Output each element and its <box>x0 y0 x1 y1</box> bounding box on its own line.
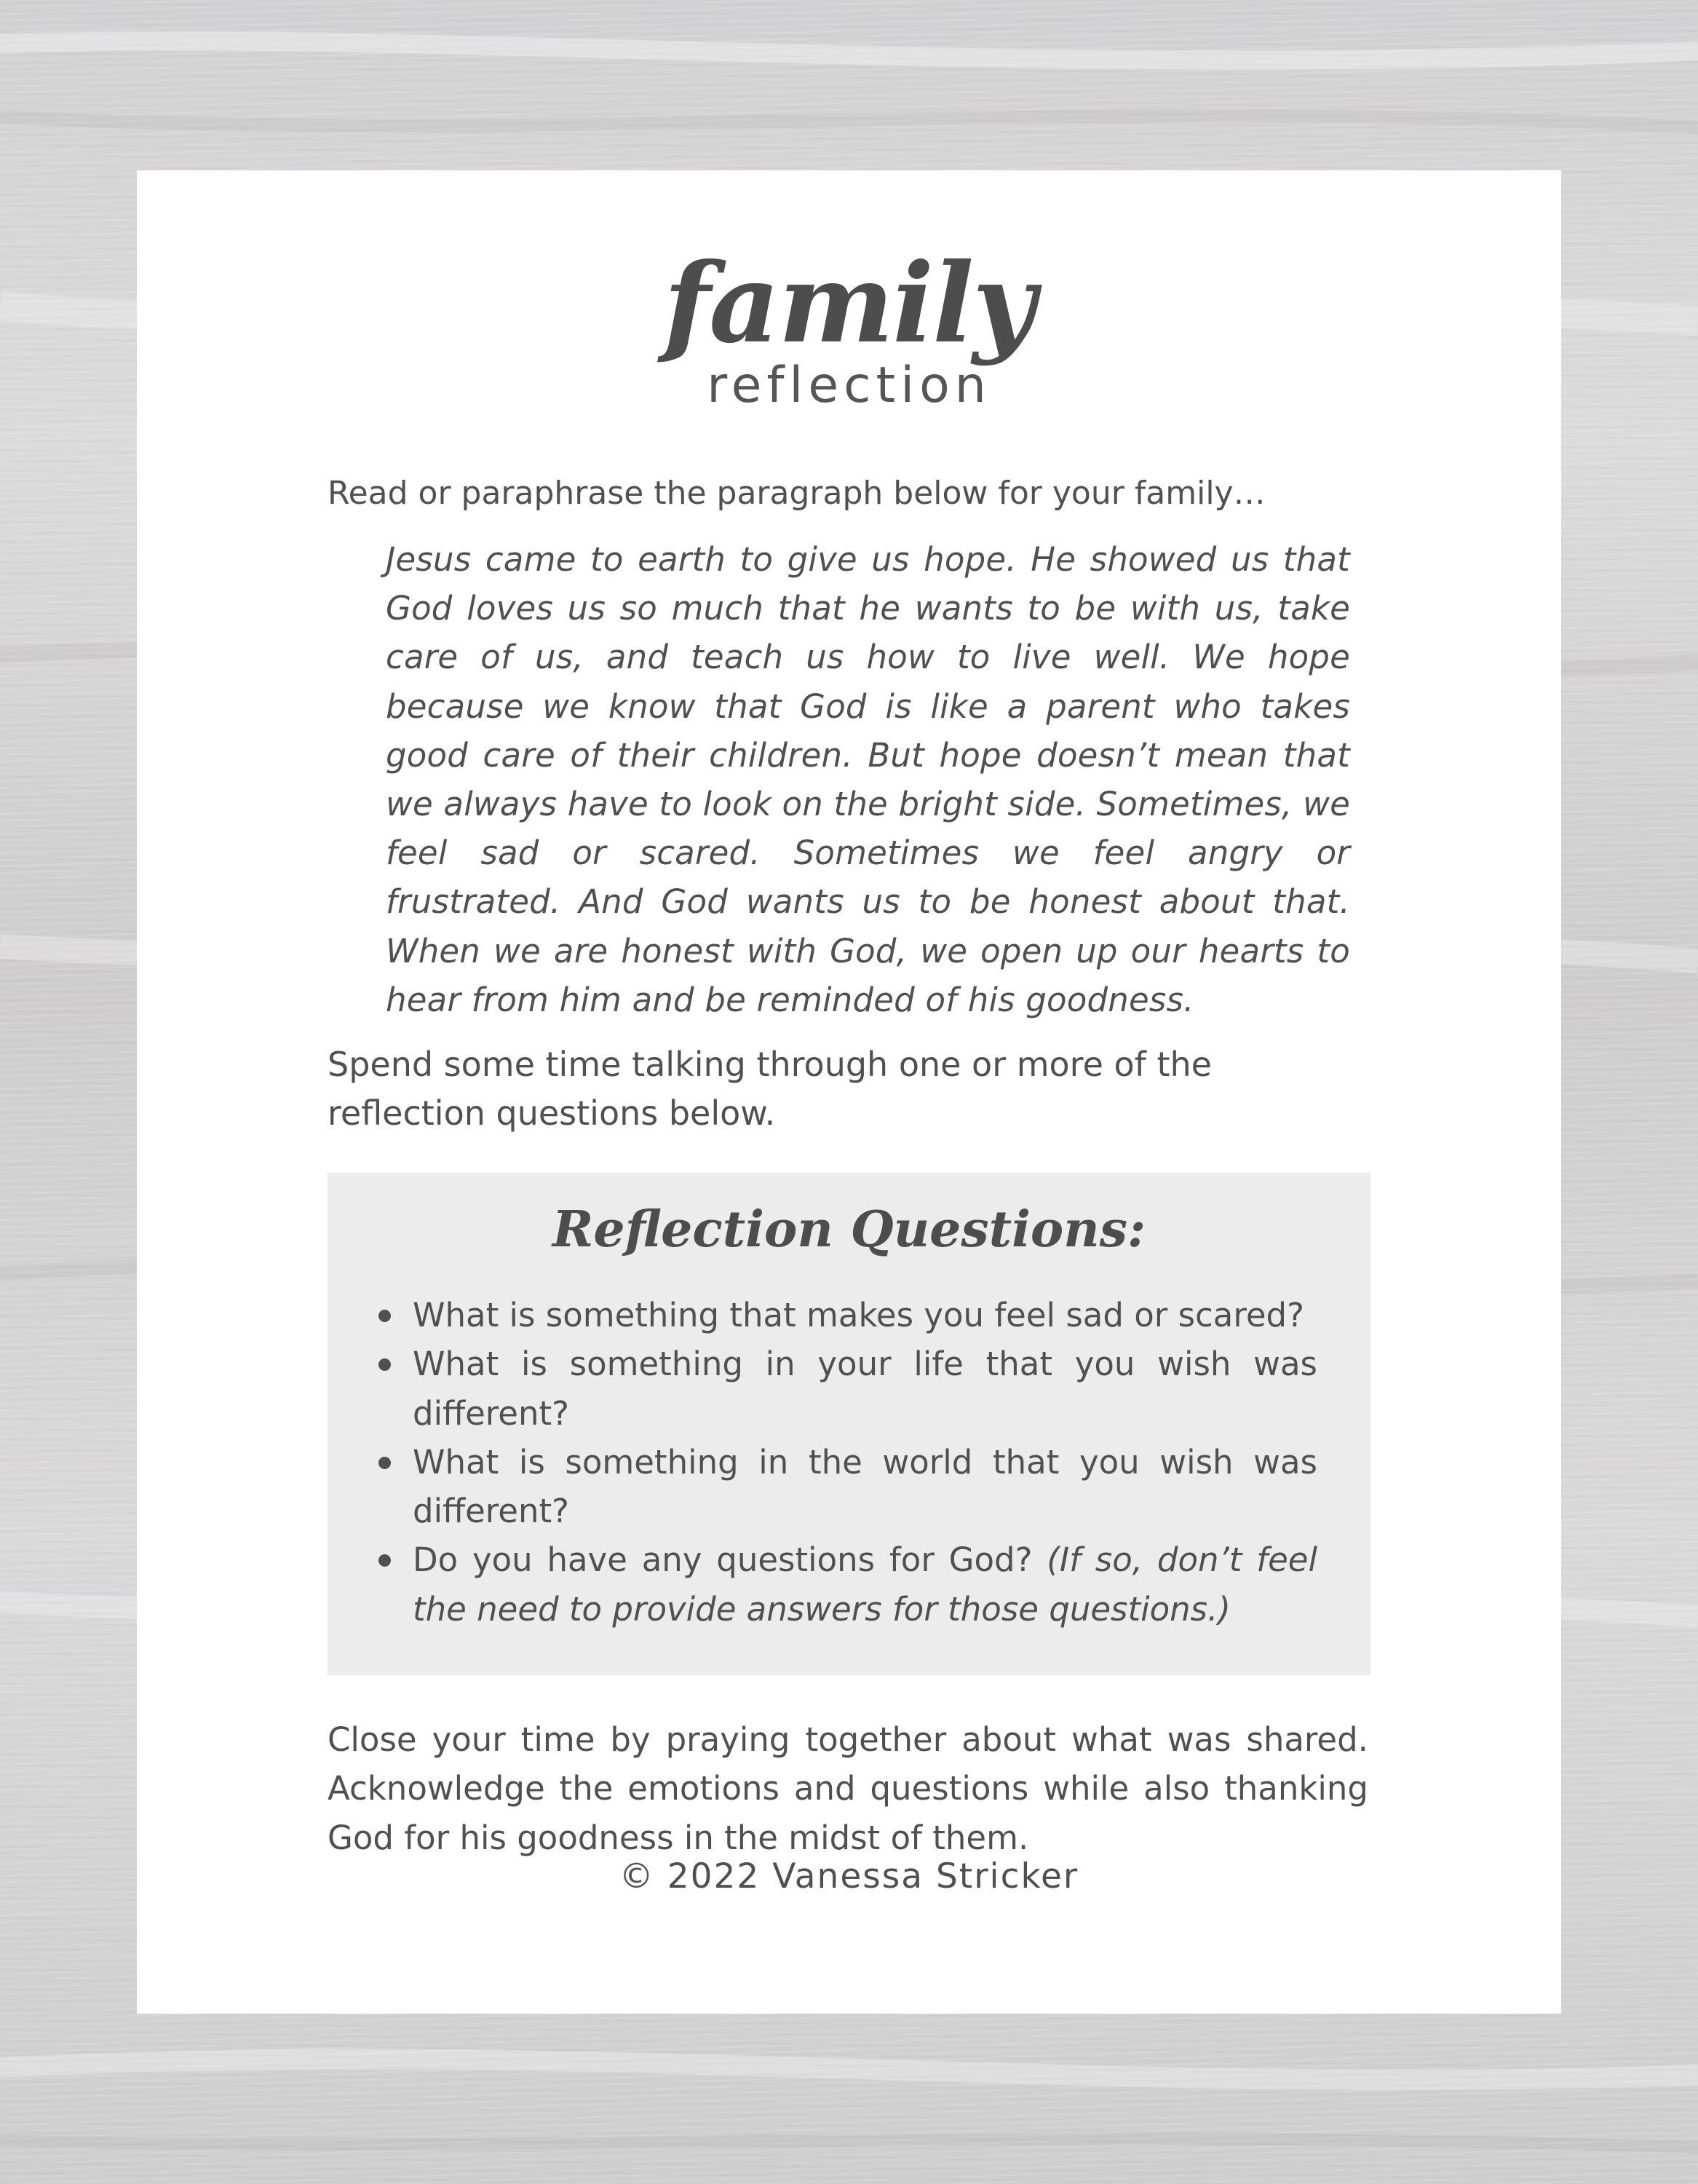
question-text: Do you have any questions for God? <box>413 1540 1047 1580</box>
copyright: © 2022 Vanessa Stricker <box>619 1856 1079 1896</box>
list-item <box>378 1535 1317 1634</box>
list-item <box>378 1438 1317 1536</box>
list-item <box>378 1340 1317 1438</box>
main-content <box>328 469 1368 1138</box>
reflection-card <box>137 170 1561 2014</box>
questions-list <box>378 1291 1317 1634</box>
question-note: (If so, don’t feel the need to provide answers for those questions.) <box>413 1540 1317 1629</box>
bullet-icon <box>378 1358 391 1371</box>
questions-title: Reflection Questions: <box>552 1200 1146 1259</box>
closing-text: Close your time by praying together about what was shared. Acknowledge the emotions and questions while also thanking God for his goodness in the midst of them. <box>328 1720 1368 1857</box>
bullet-icon <box>378 1310 391 1322</box>
question-text: What is something in the world that you wish was different? <box>413 1442 1317 1531</box>
reflection-paragraph: Jesus came to earth to give us hope. He showed us that God loves us so much that he wants to be with us, take care of us, and teach us how to live well. We hope because we know that God is like a parent who takes good care of their children. But hope doesn’t mean that we always have to look on the bright side. Sometimes, we feel sad or scared. Sometimes we feel angry or frustrated. And God wants us to be honest about that. When we are honest with God, we open up our hearts to hear from him and be reminded of his goodness. <box>386 540 1350 1019</box>
bullet-icon <box>378 1457 391 1469</box>
list-item <box>378 1291 1317 1340</box>
question-text: What is something in your life that you wish was different? <box>413 1345 1317 1433</box>
reflection-questions-box <box>328 1173 1370 1675</box>
title-subtitle: reflection <box>707 357 991 414</box>
question-text: What is something that makes you feel sad or scared? <box>413 1296 1304 1334</box>
intro-text: Read or paraphrase the paragraph below for your family… <box>328 475 1266 512</box>
prompt-text: Spend some time talking through one or more of the reflection questions below. <box>328 1045 1212 1133</box>
title-script: family <box>663 240 1035 368</box>
bullet-icon <box>378 1554 391 1567</box>
